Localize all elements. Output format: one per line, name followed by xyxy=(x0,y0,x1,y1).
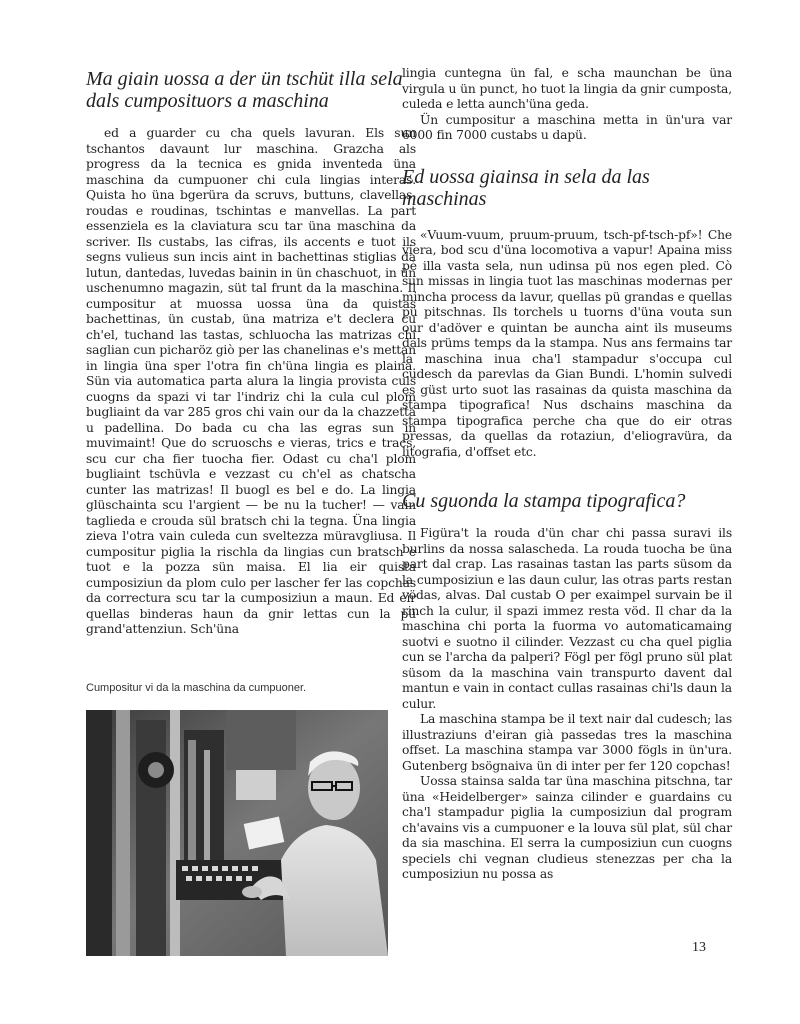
printing-paragraph: Figüra't la rouda d'ün char chi passa suravi ils burlins da nossa salascheda. La rouda tuocha be üna part dal crap. Las rasainas tastan las parts süsom da la cumposiziun e las daun culur, las otras parts restan vödas, alvas. Dal custab O per exaimpel survain be il rinch la culur, il spazi immez resta vöd. Il char da la maschina chi porta la fuorma vo automaticamaing suotvi e suotno il cilinder. Vezzast cu cha quel piglia cun se l'archa da palperi? Fögl per fögl pruno sül plat süsom da la maschina vain transpurto davent dal mantun e vain in contact cullas rasainas chi'ls daun la culur. xyxy=(402,526,732,711)
photo-illustration xyxy=(86,710,388,956)
output-paragraph: Ün cumpositur a maschina metta in ün'ura var 6000 fin 7000 custabs u dapü. xyxy=(402,112,732,142)
section-heading-typographic-printing: Cu sguonda la stampa tipografica? xyxy=(402,490,686,512)
body-paragraph: ed a guarder cu cha quels lavuran. Els sun tschantos davaunt lur maschina. Grazcha als progress da la tecnica es gnida inventeda üna maschina da cumpuoner chi cula lingias interas. Quista ho üna bgerüra da scruvs, buttuns, clavellas, roudas e roudinas, tschintas e manvellas. La part essenziela es la claviatura scu tar üna maschina da scriver. Ils custabs, las cifras, ils accents e tuot ils segns vulieus sun incis aint in bachettinas stiglias da lutun, dantedas, luvedas bainin in ün chaschuot, in ün uschenumno magazin, süt tal frunt da la maschina. Il cumpositur at muossa uossa üna da quistas bachettinas, ün custab, üna matriza e't declera cu ch'el, tuchand las tastas, schluocha las matrizas chi saglian cun picharöz giò per las chanelinas e's mettan in lingia üna sper l'otra fin ch'üna lingia es plaina. Sün via automatica parta alura la lingia provista culs cuogns da spazi vi tar l'indriz chi la cula cul plom bugliaint da var 285 gros chi vain our da la chazzetta u padellina. Do bada cu cha las egras sun in muvimaint! Que do scruoschs e vieras, trics e tracs, scu cur cha fier tuocha fier. Odast cu cha'l plom bugliaint tschüvla e vezzast cu ch'el as chatscha cunter las matrizas! Il buogl es bel e do. La lingia glüschainta scu l'argient — be nu la tucher! — vain taglieda e crouda sül bratsch chi la tegna. Üna lingia zieva l'otra vain culeda cun sveltezza müravgliusa. Il cumpositur piglia la rischla da lingias cun bratsch e tuot e la pozza sün maisa. El lia eir quista cumposiziun da plom culo per lascher fer las copchas da correctura scu tar la cumposiziun a maun. Ed eir quellas binderas haun da gnir lettas cun la pü grand'attenziun. Sch'üna xyxy=(86,126,416,636)
compositor-photo xyxy=(86,710,388,956)
page-number: 13 xyxy=(692,940,706,955)
photo-caption: Cumpositur vi da la maschina da cumpuoner. xyxy=(86,682,307,694)
heidelberger-paragraph: Uossa stainsa salda tar üna maschina pitschna, tar üna «Heidelberger» sainza cilinder e guardains cu cha'l stampadur piglia la cumposiziun dal program ch'avains vis a cumpuoner e la louva sül plat, sül char da sia maschina. El serra la cumposiziun cun cuogns speciels chi vegnan cludieus stenezzas per cha la cumposiziun nu possa as xyxy=(402,774,732,881)
right-column xyxy=(402,0,732,883)
section-heading-compositors: Ma giain uossa a der ün tschüt illa sela dals cumposituors a maschina xyxy=(86,68,403,112)
press-room-paragraph: «Vuum-vuum, pruum-pruum, tsch-pf-tsch-pf»! Che viera, bod scu d'üna locomotiva a vapur! Apaina miss pè illa vasta sela, nun udinsa pü nos egen pled. Cò sun missas in lingia tuot las maschinas modernas per mincha process da lavur, quellas pü grandas e quellas pü pitschnas. Ils torchels u tuorns d'üna vouta sun our d'adöver e quintan be auncha aint ils museums dals prüms temps da la stampa. Nus ans fermains tar la maschina inua cha'l stampadur s'occupa cul cudesch da parevlas da Gian Bundi. L'homin sulvedi es güst urto suot las rasainas da quista maschina da stampa tipografica! Nus dschains maschina da stampa tipografica perche cha que do eir otras pressas, da quellas da rotaziun, d'eliogravüra, da litografia, d'offset etc. xyxy=(402,227,732,459)
left-column xyxy=(86,0,416,638)
continuation-paragraph: lingia cuntegna ün fal, e scha maunchan be üna virgula u ün punct, ho tuot la lingia da gnir cumposta, culeda e letta aunch'üna geda. xyxy=(402,66,732,111)
offset-paragraph: La maschina stampa be il text nair dal cudesch; las illustraziuns d'eiran già passedas tres la maschina offset. La maschina stampa var 3000 fögls in ün'ura. Gutenberg bsögnaiva ün di inter per fer 120 copchas! xyxy=(402,712,732,773)
section-heading-press-room: Ed uossa giainsa in sela da las maschinas xyxy=(402,165,650,210)
